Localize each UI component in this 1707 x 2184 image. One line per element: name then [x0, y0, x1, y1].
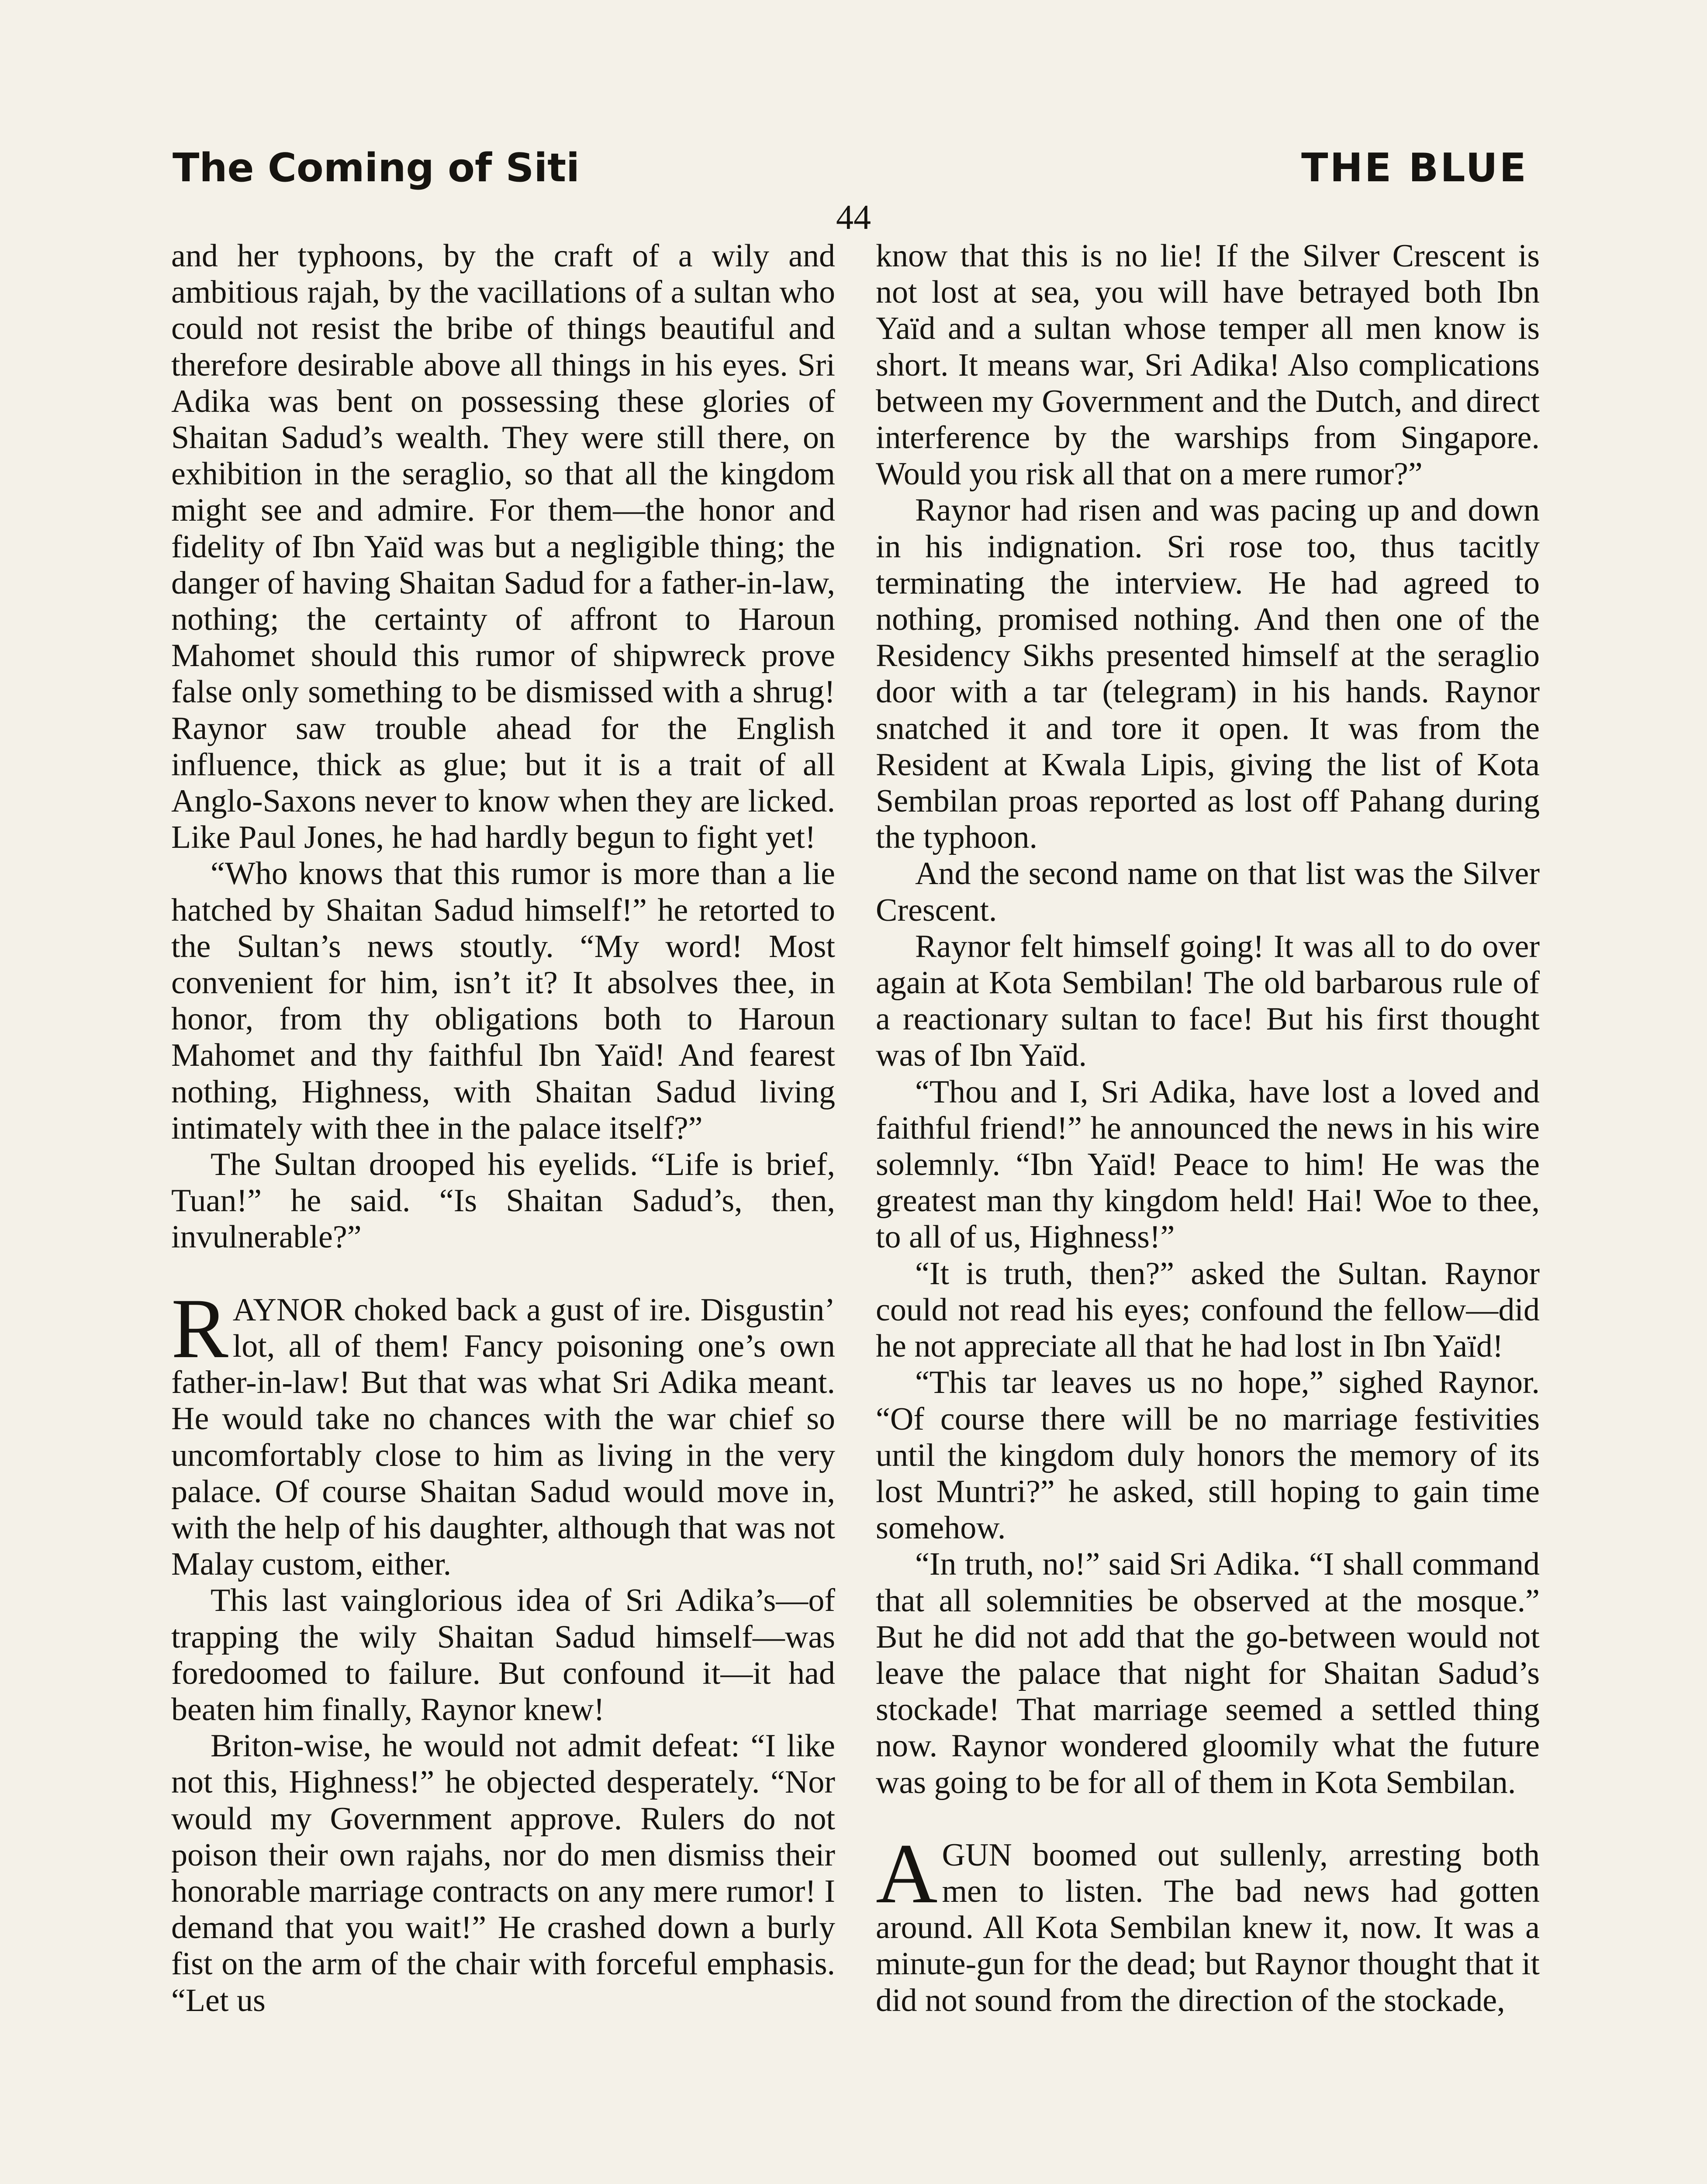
- paragraph: “It is truth, then?” asked the Sultan. Raynor could not read his eyes; confound the fellow—did he not appreciate all that he had lost in Ibn Yaïd!: [876, 1255, 1540, 1365]
- right-column: [876, 238, 1540, 2019]
- paragraph: The Sultan drooped his eyelids. “Life is brief, Tuan!” he said. “Is Shaitan Sadud’s, then, invulnerable?”: [171, 1147, 835, 1255]
- section-opening-paragraph: RAYNOR choked back a gust of ire. Disgustin’ lot, all of them! Fancy poisoning one’s own father-in-law! But that was what Sri Adika meant. He would take no chances with the war chief so uncomfortably close to him as living in the very palace. Of course Shaitan Sadud would move in, with the help of his daughter, although that was not Malay custom, either.: [171, 1281, 835, 1583]
- left-column: [171, 238, 835, 2019]
- paragraph: Raynor had risen and was pacing up and down in his indignation. Sri rose too, thus tacitly terminating the interview. He had agreed to nothing, promised nothing. And then one of the Residency Sikhs presented himself at the seraglio door with a tar (telegram) in his hands. Raynor snatched it and tore it open. It was from the Resident at Kwala Lipis, giving the list of Kota Sembilan proas reported as lost off Pahang during the typhoon.: [876, 492, 1540, 856]
- paragraph: “This tar leaves us no hope,” sighed Raynor. “Of course there will be no marriage festivities until the kingdom duly honors the memory of its lost Muntri?” he asked, still hoping to gain time somehow.: [876, 1365, 1540, 1546]
- paragraph: know that this is no lie! If the Silver Crescent is not lost at sea, you will have betrayed both Ibn Yaïd and a sultan whose temper all men know is short. It means war, Sri Adika! Also complications between my Government and the Dutch, and direct interference by the warships from Singapore. Would you risk all that on a mere rumor?”: [876, 238, 1540, 492]
- section-opening-paragraph: AGUN boomed out sullenly, arresting both men to listen. The bad news had gotten around. All Kota Sembilan knew it, now. It was a minute-gun for the dead; but Raynor thought that it did not sound from the direction of the stockade,: [876, 1826, 1540, 2018]
- paragraph: “In truth, no!” said Sri Adika. “I shall command that all solemnities be observed at the mosque.” But he did not add that the go-between would not leave the palace that night for Shaitan Sadud’s stockade! That marriage seemed a settled thing now. Raynor wondered gloomily what the future was going to be for all of them in Kota Sembilan.: [876, 1546, 1540, 1800]
- running-title: The Coming of Siti: [173, 145, 580, 191]
- paragraph: Briton-wise, he would not admit defeat: “I like not this, Highness!” he objected desperately. “Nor would my Government approve. Rulers do not poison their own rajahs, nor do men dismiss their honorable marriage contracts on any mere rumor! I demand that you wait!” He crashed down a burly fist on the arm of the chair with forceful emphasis. “Let us: [171, 1728, 835, 2018]
- paragraph: “Who knows that this rumor is more than a lie hatched by Shaitan Sadud himself!” he retorted to the Sultan’s news stoutly. “My word! Most convenient for him, isn’t it? It absolves thee, in honor, from thy obligations both to Haroun Mahomet and thy faithful Ibn Yaïd! And fearest nothing, Highness, with Shaitan Sadud living intimately with thee in the palace itself?”: [171, 856, 835, 1146]
- paragraph: and her typhoons, by the craft of a wily and ambitious rajah, by the vacillations of a sultan who could not resist the bribe of things beautiful and therefore desirable above all things in his eyes. Sri Adika was bent on possessing these glories of Shaitan Sadud’s wealth. They were still there, on exhibition in the seraglio, so that all the kingdom might see and admire. For them—the honor and fidelity of Ibn Yaïd was but a negligible thing; the danger of having Shaitan Sadud for a father-in-law, nothing; the certainty of affront to Haroun Mahomet should this rumor of shipwreck prove false only something to be dismissed with a shrug! Raynor saw trouble ahead for the English influence, thick as glue; but it is a trait of all Anglo-Saxons never to know when they are licked. Like Paul Jones, he had hardly begun to fight yet!: [171, 238, 835, 856]
- page-number: 44: [836, 198, 871, 237]
- paragraph: This last vainglorious idea of Sri Adika’s—of trapping the wily Shaitan Sadud himself—was foredoomed to failure. But confound it—it had beaten him finally, Raynor knew!: [171, 1583, 835, 1728]
- magazine-title: THE BLUE: [1301, 145, 1528, 191]
- paragraph: Raynor felt himself going! It was all to do over again at Kota Sembilan! The old barbarous rule of a reactionary sultan to face! But his first thought was of Ibn Yaïd.: [876, 928, 1540, 1074]
- paragraph: “Thou and I, Sri Adika, have lost a loved and faithful friend!” he announced the news in his wire solemnly. “Ibn Yaïd! Peace to him! He was the greatest man thy kingdom held! Hai! Woe to thee, to all of us, Highness!”: [876, 1074, 1540, 1255]
- paragraph: And the second name on that list was the Silver Crescent.: [876, 856, 1540, 928]
